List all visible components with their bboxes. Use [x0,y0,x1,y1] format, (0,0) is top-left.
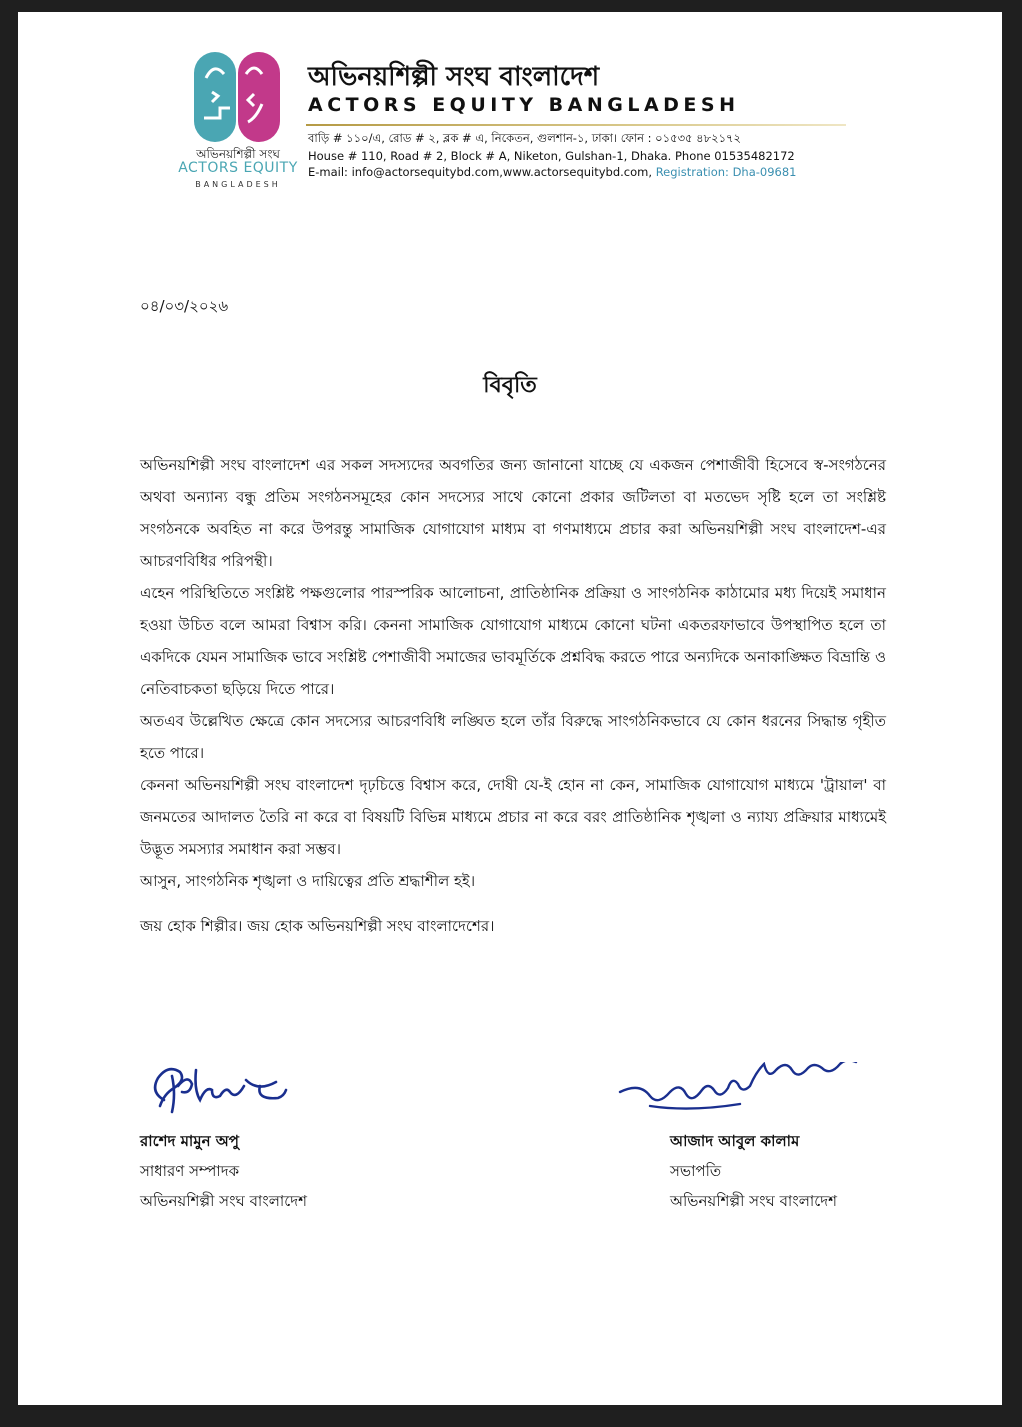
signer-left-name: রাশেদ মামুন অপু [140,1132,239,1150]
signer-left-org: অভিনয়শিল্পী সংঘ বাংলাদেশ [140,1192,308,1210]
logo-faces-icon [192,48,284,146]
signature-right-image [610,1062,900,1122]
address-bn: বাড়ি # ১১০/এ, রোড # ২, ব্লক # এ, নিকেতন, গুলশান-১, ঢাকা। ফোন : ০১৫৩৫ ৪৮২১৭২ [308,131,741,145]
closing-slogan: জয় হোক শিল্পীর। জয় হোক অভিনয়শিল্পী সংঘ বাংলাদেশের। [140,917,495,935]
org-name-en: ACTORS EQUITY BANGLADESH [308,94,740,116]
letter-heading: বিবৃতি [483,373,537,398]
logo-text-en: ACTORS EQUITY [178,160,298,176]
signer-right-org: অভিনয়শিল্পী সংঘ বাংলাদেশ [670,1192,838,1210]
signature-left-image [142,1056,292,1120]
logo-text-en-country: BANGLADESH [195,180,281,189]
logo-text-bn: অভিনয়শিল্পী সংঘ [196,147,280,161]
body-paragraph-5: আসুন, সাংগঠনিক শৃঙ্খলা ও দায়িত্বের প্রতি শ্রদ্ধাশীল হই। [140,872,476,890]
signer-right-name: আজাদ আবুল কালাম [670,1132,800,1150]
letter-body [140,449,886,897]
signer-left [140,1126,307,1216]
letter-date: ০৪/০৩/২০২৬ [140,297,229,315]
signer-right-title: সভাপতি [670,1162,722,1180]
body-paragraph-1: অভিনয়শিল্পী সংঘ বাংলাদেশ এর সকল সদস্যদের অবগতির জন্য জানানো যাচ্ছে যে একজন পেশাজীবী হিসেবে স্ব-সংগঠনের অথবা অন্যান্য বন্ধু প্রতিম সংগঠনসমূহের কোন সদস্যের সাথে কোনো প্রকার জটিলতা বা মতভেদ সৃষ্টি হলে তা সংশ্লিষ্ট সংগঠনকে অবহিত না করে উপরন্তু সামাজিক যোগাযোগ মাধ্যম বা গণমাধ্যমে প্রচার করা অভিনয়শিল্পী সংঘ বাংলাদেশ-এর আচরণবিধির পরিপন্থী। [140,456,886,570]
contact-line [308,165,797,179]
signer-right [670,1126,837,1216]
org-name-bn: অভিনয়শিল্পী সংঘ বাংলাদেশ [308,62,600,92]
letterhead-divider [306,124,846,126]
registration-number: Registration: Dha-09681 [655,165,797,179]
org-logo [178,48,298,188]
body-paragraph-3: অতএব উল্লেখিত ক্ষেত্রে কোন সদস্যের আচরণবিধি লঙ্ঘিত হলে তাঁর বিরুদ্ধে সাংগঠনিকভাবে যে কোন ধরনের সিদ্ধান্ত গৃহীত হতে পারে। [140,712,886,762]
body-paragraph-4: কেননা অভিনয়শিল্পী সংঘ বাংলাদেশ দৃঢ়চিত্তে বিশ্বাস করে, দোষী যে-ই হোন না কেন, সামাজিক যোগাযোগ মাধ্যমে 'ট্রায়াল' বা জনমতের আদালত তৈরি না করে বা বিষয়টি বিভিন্ন মাধ্যমে প্রচার না করে বরং প্রাতিষ্ঠানিক শৃঙ্খলা ও ন্যায্য প্রক্রিয়ার মাধ্যমেই উদ্ভূত সমস্যার সমাধান করা সম্ভব। [140,776,886,858]
signer-left-title: সাধারণ সম্পাদক [140,1162,240,1180]
letter-page [18,12,1002,1405]
body-paragraph-2: এহেন পরিস্থিতিতে সংশ্লিষ্ট পক্ষগুলোর পারস্পরিক আলোচনা, প্রাতিষ্ঠানিক প্রক্রিয়া ও সাংগঠনিক কাঠামোর মধ্য দিয়েই সমাধান হওয়া উচিত বলে আমরা বিশ্বাস করি। কেননা সামাজিক যোগাযোগ মাধ্যমে কোনো ঘটনা একতরফাভাবে উপস্থাপিত হলে তা একদিকে যেমন সামাজিক ভাবে সংশ্লিষ্ট পেশাজীবী সমাজের ভাবমূর্তিকে প্রশ্নবিদ্ধ করতে পারে অন্যদিকে অনাকাঙ্ক্ষিত বিভ্রান্তি ও নেতিবাচকতা ছড়িয়ে দিতে পারে। [140,584,886,698]
address-en: House # 110, Road # 2, Block # A, Niketon, Gulshan-1, Dhaka. Phone 01535482172 [308,149,795,163]
email-website: E-mail: info@actorsequitybd.com,www.actorsequitybd.com, [308,165,653,179]
